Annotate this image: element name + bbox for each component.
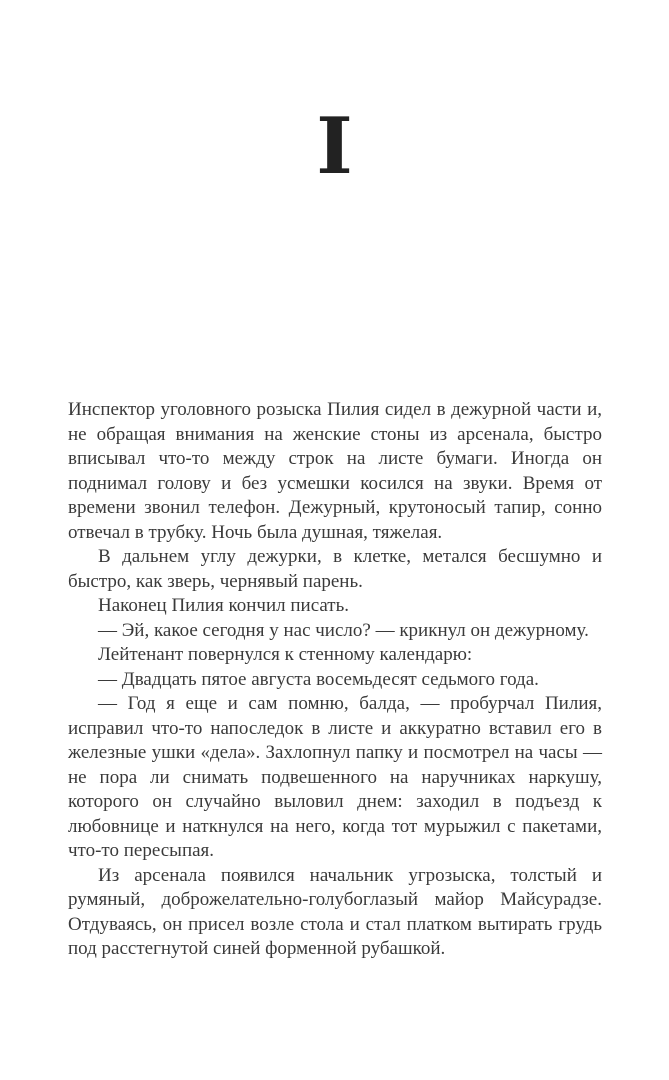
- chapter-heading: I: [316, 101, 353, 192]
- paragraph: Инспектор уголовного розыска Пилия сидел в дежурной части и, не обращая внимания на женские стоны из арсенала, быстро вписывал что-то между строк на листе бумаги. Иногда он поднимал голову и без усмешки косился на звуки. Время от времени звонил телефон. Дежурный, крутоносый тапир, сонно отвечал в трубку. Ночь была душная, тяжелая.: [68, 399, 602, 543]
- paragraph: — Двадцать пятое августа восемьдесят седьмого года.: [98, 668, 539, 690]
- paragraph: В дальнем углу дежурки, в клетке, метался бесшумно и быстро, как зверь, чернявый парень.: [68, 546, 602, 592]
- paragraph: Лейтенант повернулся к стенному календарю:: [98, 644, 473, 665]
- paragraph: — Год я еще и сам помню, балда, — пробурчал Пилия, исправил что-то напоследок в листе и аккуратно вставил его в железные ушки «дела». Захлопнул папку и посмотрел на часы — не пора ли снимать подвешенного на наручниках наркушу, которого он случайно выловил днем: заходил в подъезд к любовнице и наткнулся на него, когда тот мурыжил с пакетами, что-то пересыпая.: [68, 693, 602, 861]
- text-block: [68, 398, 602, 962]
- paragraph: Из арсенала появился начальник угрозыска, толстый и румяный, доброжелательно-голубоглазый майор Майсурадзе. Отдуваясь, он присел возле стола и стал платком вытирать грудь под расстегнутой синей форменной рубашкой.: [68, 864, 602, 959]
- paragraph: — Эй, какое сегодня у нас число? — крикнул он дежурному.: [98, 619, 589, 641]
- paragraph: Наконец Пилия кончил писать.: [98, 595, 350, 616]
